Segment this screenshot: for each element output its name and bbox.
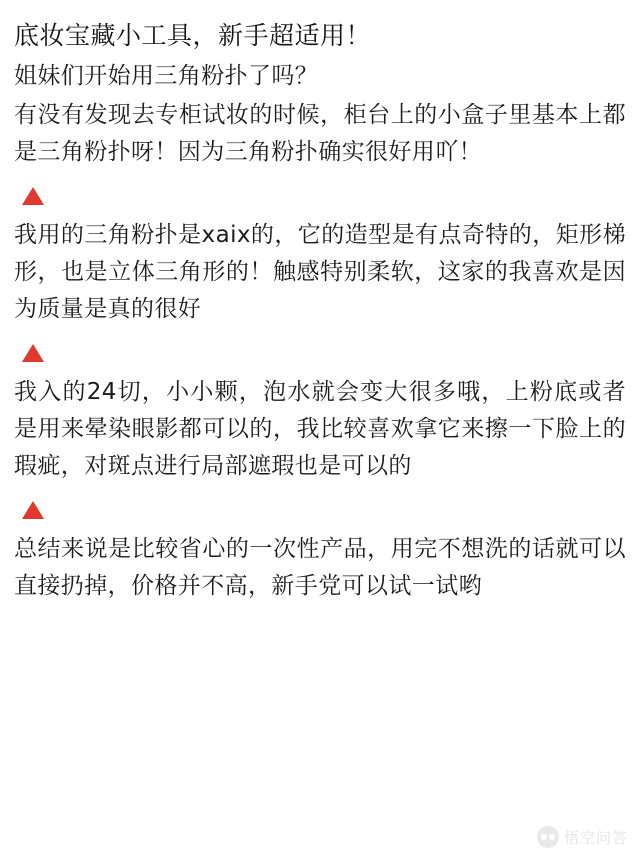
watermark-text: 悟空问答 [563, 828, 628, 847]
watermark [537, 826, 628, 848]
article-block [14, 97, 626, 171]
article-block [14, 58, 626, 95]
article-block [14, 217, 626, 328]
paragraph-text: 我用的三角粉扑是xaix的，它的造型是有点奇特的，矩形梯形，也是立体三角形的！触感特别柔软，这家的我喜欢是因为质量是真的很好 [14, 222, 626, 322]
paragraph-text: 总结来说是比较省心的一次性产品，用完不想洗的话就可以直接扔掉，价格并不高，新手党可以试一试哟 [14, 536, 626, 599]
red-triangle-bullet-icon [22, 187, 44, 205]
article-block [14, 531, 626, 605]
red-triangle-bullet-icon [22, 344, 44, 362]
paragraph-text: 我入的24切，小小颗，泡水就会变大很多哦，上粉底或者是用来晕染眼影都可以的，我比较喜欢拿它来擦一下脸上的瑕疵，对斑点进行局部遮瑕也是可以的 [14, 379, 626, 479]
paragraph-text: 有没有发现去专柜试妆的时候，柜台上的小盒子里基本上都是三角粉扑呀！因为三角粉扑确实很好用吖！ [14, 102, 626, 165]
red-triangle-bullet-icon [22, 501, 44, 519]
page-title: 底妆宝藏小工具，新手超适用！ [14, 21, 372, 50]
wukong-logo-icon [537, 826, 559, 848]
paragraph-text: 姐妹们开始用三角粉扑了吗？ [14, 63, 319, 89]
article-block [14, 374, 626, 485]
